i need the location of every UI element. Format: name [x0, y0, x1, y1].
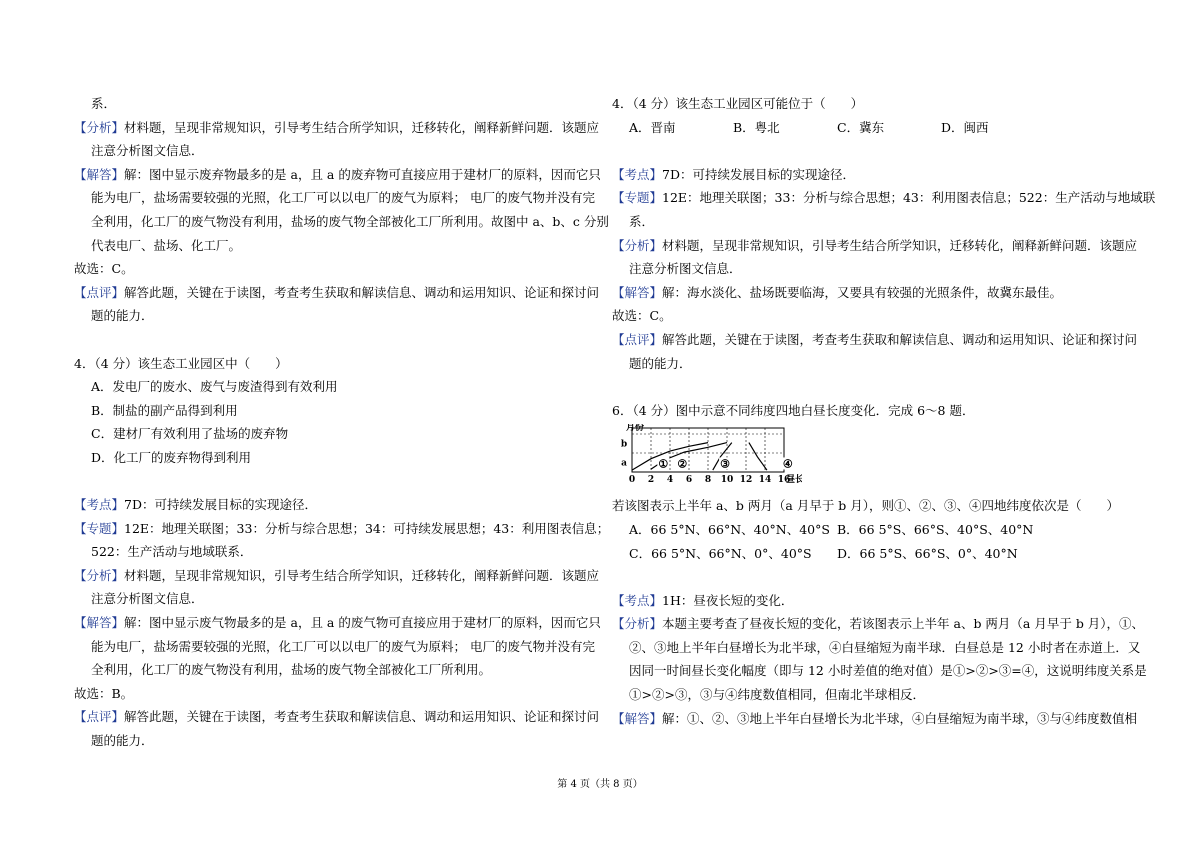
text-line: [612, 683, 1134, 707]
text-line: [74, 682, 596, 706]
chart-svg: [612, 424, 802, 490]
text-line: [74, 210, 609, 234]
section-tag: 【解答】: [612, 284, 663, 300]
line-text: C．建材厂有效利用了盐场的废弃物: [91, 426, 289, 442]
line-text: 题的能力．: [629, 355, 692, 371]
line-text: 12E：地理关联图；33：分析与综合思想；43：利用图表信息；522：生产活动与地域联: [662, 190, 1156, 206]
section-tag: 【分析】: [612, 237, 663, 253]
line-text: 故选：B。: [74, 685, 134, 701]
line-text: 材料题，呈现非常规知识，引导考生结合所学知识，迁移转化，阐释新鲜问题．该题应: [124, 119, 600, 135]
section-tag: 【分析】: [74, 119, 125, 135]
text-line: [612, 328, 1138, 352]
y-axis-label: 月份: [626, 424, 645, 434]
text-line: [74, 493, 596, 517]
spacer: [74, 470, 596, 494]
q4-option-d: D．闽西: [941, 119, 989, 135]
line-text: 故选：C。: [74, 261, 134, 277]
q4-stem: 4．（4 分）该生态工业园区可能位于（ ）: [612, 96, 864, 111]
text-line: [74, 116, 600, 140]
line-text: 1H：昼夜长短的变化．: [662, 592, 794, 608]
page-footer: 第 4 页（共 8 页）: [557, 779, 643, 790]
line-text: 解答此题，关键在于读图，考查考生获取和解读信息、调动和运用知识、论证和探讨问: [662, 331, 1138, 347]
y-tick-label: a: [621, 458, 627, 469]
line-text: A．发电厂的废水、废气与废渣得到有效利用: [91, 379, 338, 395]
x-tick-label: 16: [777, 475, 791, 486]
text-line: [612, 257, 1134, 281]
text-line: [74, 186, 596, 210]
section-tag: 【点评】: [74, 284, 125, 300]
section-tag: 【点评】: [612, 331, 663, 347]
line-text: 注意分析图文信息．: [91, 143, 204, 159]
section-tag: 【解答】: [612, 710, 663, 726]
q6-option-d: D．66 5°S、66°S、0°、40°N: [837, 545, 1018, 561]
q6-option-b: B．66 5°S、66°S、40°S、40°N: [837, 521, 1034, 537]
line-text: 系．: [91, 96, 117, 111]
text-line: [74, 399, 596, 423]
text-line: [74, 517, 610, 541]
x-tick-label: 12: [739, 475, 753, 486]
line-text: 全利用，化工厂的废气物没有利用，盐场的废气物全部被化工厂所利用。故图中 a、b、c 分别: [91, 213, 609, 229]
line-text: 因同一时间昼长变化幅度（即与 12 小时差值的绝对值）是①>②>③=④，这说明纬度关系是: [629, 663, 1147, 679]
series-line: [749, 443, 767, 471]
series-label: ①: [658, 457, 669, 471]
q4-options: [612, 116, 1134, 140]
line-text: 注意分析图文信息．: [629, 261, 742, 277]
line-text: 能为电厂，盐场需要较强的光照，化工厂可以以电厂的废气为原料； 电厂的废气物并没有完: [91, 638, 595, 654]
section-tag: 【考点】: [74, 497, 125, 513]
section-tag: 【解答】: [74, 166, 125, 182]
x-axis-label: 昼长: [786, 475, 802, 486]
q6-options-row1: [612, 518, 1134, 542]
text-line: [612, 707, 1138, 731]
series-label: ③: [720, 457, 731, 471]
left-column: [74, 92, 610, 753]
text-line: [74, 658, 596, 682]
q4-option-c: C．冀东: [837, 119, 885, 135]
line-text: 12E：地理关联图；33：分析与综合思想；34：可持续发展思想；43：利用图表信息；: [124, 520, 610, 536]
text-line: [74, 281, 600, 305]
text-line: [74, 352, 596, 376]
series-label: ④: [782, 457, 793, 471]
q6-option-c: C．66 5°N、66°N、0°、40°S: [629, 545, 812, 561]
line-text: B．制盐的副产品得到利用: [91, 402, 238, 418]
line-text: 题的能力．: [91, 308, 154, 324]
series-label: ②: [677, 457, 688, 471]
q6-stem: 6．（4 分）图中示意不同纬度四地白昼长度变化．完成 6～8 题．: [612, 402, 975, 418]
line-text: 解：①、②、③地上半年白昼增长为北半球，④白昼缩短为南半球，③与④纬度数值相: [662, 710, 1138, 726]
text-line: [74, 540, 596, 564]
text-line: [612, 281, 1134, 305]
text-line: [74, 635, 596, 659]
text-line: [612, 636, 1141, 660]
section-tag: 【解答】: [74, 615, 125, 631]
text-line: [74, 564, 600, 588]
day-length-chart: [612, 424, 1134, 490]
q4-answer-block: [612, 163, 1156, 375]
line-text: 解答此题，关键在于读图，考查考生获取和解读信息、调动和运用知识、论证和探讨问: [124, 284, 600, 300]
q4-option-b: B．粤北: [733, 119, 780, 135]
q6-option-a: A．66 5°N、66°N、40°N、40°S: [629, 521, 830, 537]
text-line: [612, 186, 1156, 210]
text-line: [74, 705, 600, 729]
section-tag: 【分析】: [612, 616, 663, 632]
line-text: 全利用，化工厂的废气物没有利用，盐场的废气物全部被化工厂所利用。: [91, 662, 492, 678]
text-line: [74, 234, 596, 258]
line-text: 7D：可持续发展目标的实现途径．: [124, 497, 317, 513]
text-line: [612, 234, 1138, 258]
section-tag: 【专题】: [74, 520, 125, 536]
x-tick-label: 8: [704, 475, 712, 486]
line-text: ①>②>③，③与④纬度数值相同，但南北半球相反．: [629, 687, 925, 703]
q6-question: 若该图表示上半年 a、b 两月（a 月早于 b 月），则①、②、③、④四地纬度依次是（ ）: [612, 498, 1120, 514]
line-text: 系．: [629, 213, 655, 229]
line-text: 522：生产活动与地域联系．: [91, 544, 253, 560]
text-line: [74, 446, 596, 470]
text-line: [612, 163, 1134, 187]
text-line: [612, 352, 1134, 376]
text-line: [74, 729, 596, 753]
text-line: [74, 257, 596, 281]
section-tag: 【分析】: [74, 567, 125, 583]
x-tick-label: 0: [628, 475, 636, 486]
text-line: [74, 422, 596, 446]
line-text: ②、③地上半年白昼增长为北半球，④白昼缩短为南半球．白昼总是 12 小时者在赤道上．又: [629, 639, 1141, 655]
section-tag: 【考点】: [612, 166, 663, 182]
line-text: 本题主要考查了昼夜长短的变化，若该图表示上半年 a、b 两月（a 月早于 b 月），①、: [662, 616, 1145, 632]
y-tick-label: b: [620, 439, 628, 450]
line-text: 代表电厂、盐场、化工厂。: [91, 237, 242, 253]
x-tick-label: 10: [720, 475, 734, 486]
x-tick-label: 6: [685, 475, 693, 486]
section-tag: 【点评】: [74, 709, 125, 725]
line-text: 故选：C。: [612, 308, 672, 324]
line-text: D．化工厂的废弃物得到利用: [91, 449, 252, 465]
line-text: 7D：可持续发展目标的实现途径．: [662, 166, 855, 182]
text-line: [612, 659, 1147, 683]
text-line: [74, 163, 601, 187]
line-text: 解答此题，关键在于读图，考查考生获取和解读信息、调动和运用知识、论证和探讨问: [124, 709, 600, 725]
text-line: [74, 587, 596, 611]
x-tick-label: 14: [758, 475, 772, 486]
text-line: [612, 589, 1134, 613]
line-text: 能为电厂，盐场需要较强的光照，化工厂可以以电厂的废气为原料； 电厂的废气物并没有完: [91, 190, 595, 206]
spacer: [74, 328, 596, 352]
q6-options-row2: [612, 542, 1134, 566]
text-line: [74, 92, 596, 116]
line-text: 注意分析图文信息．: [91, 591, 204, 607]
text-line: [612, 210, 1134, 234]
line-text: 解：图中显示废弃物最多的是 a，且 a 的废弃物可直接应用于建材厂的原料，因而它只: [124, 166, 601, 182]
section-tag: 【专题】: [612, 190, 663, 206]
text-line: [74, 375, 596, 399]
text-line: [74, 139, 596, 163]
q4-option-a: A．晋南: [629, 119, 676, 135]
line-text: 解：图中显示废气物最多的是 a，且 a 的废气物可直接应用于建材厂的原料，因而它只: [124, 615, 601, 631]
q6-answer-block: [612, 589, 1147, 731]
right-column: [612, 92, 1156, 730]
x-tick-label: 4: [666, 475, 674, 486]
text-line: [74, 611, 601, 635]
text-line: [612, 304, 1134, 328]
line-text: 材料题，呈现非常规知识，引导考生结合所学知识，迁移转化，阐释新鲜问题．该题应: [662, 237, 1138, 253]
line-text: 解：海水淡化、盐场既要临海，又要具有较强的光照条件，故冀东最佳。: [662, 284, 1063, 300]
section-tag: 【考点】: [612, 592, 663, 608]
x-tick-label: 2: [647, 475, 655, 486]
line-text: 题的能力．: [91, 733, 154, 749]
line-text: 材料题，呈现非常规知识，引导考生结合所学知识，迁移转化，阐释新鲜问题．该题应: [124, 567, 600, 583]
text-line: [612, 612, 1145, 636]
line-text: 4．（4 分）该生态工业园区中（ ）: [74, 355, 288, 371]
text-line: [74, 304, 596, 328]
